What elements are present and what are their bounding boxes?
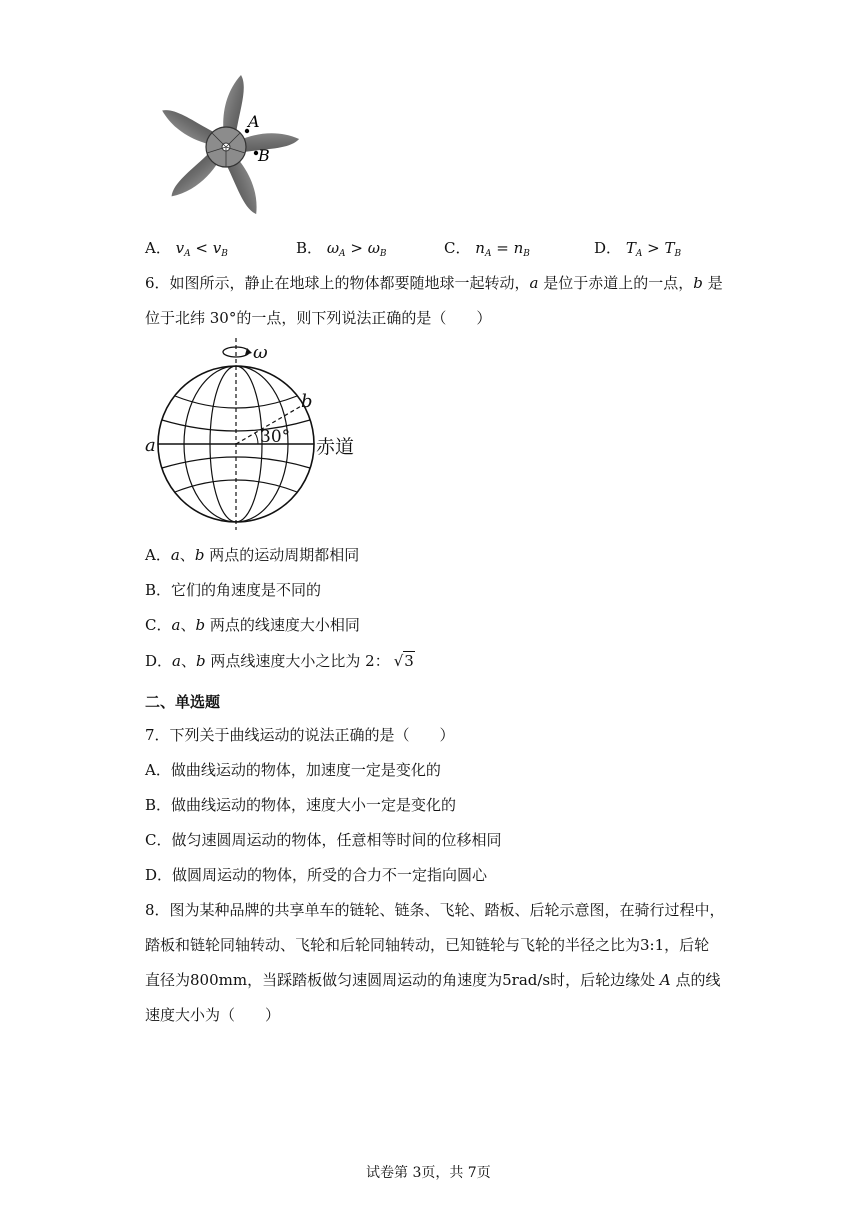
fan-figure bbox=[140, 70, 280, 220]
q6-stem-line1: 6．如图所示，静止在地球上的物体都要随地球一起转动，a 是位于赤道上的一点，b 是 bbox=[145, 274, 723, 292]
q7-stem: 7．下列关于曲线运动的说法正确的是（ ） bbox=[145, 726, 455, 744]
point-b-label: B bbox=[258, 146, 270, 165]
equator-label: 赤道 bbox=[316, 436, 355, 458]
q6-option-d: D．a、b 两点线速度大小之比为 2： √3 bbox=[145, 652, 414, 670]
q8-line2: 踏板和链轮同轴转动、飞轮和后轮同轴转动，已知链轮与飞轮的半径之比为3:1，后轮 bbox=[145, 936, 710, 954]
angle-label: 30° bbox=[260, 427, 291, 447]
globe-figure bbox=[140, 338, 370, 538]
page-footer: 试卷第 3页，共 7页 bbox=[366, 1165, 491, 1181]
q6-option-c: C．a、b 两点的线速度大小相同 bbox=[145, 616, 360, 634]
q7-option-b: B．做曲线运动的物体，速度大小一定是变化的 bbox=[145, 796, 457, 814]
q5-option-b: B． $\omega_A > \omega_B$ bbox=[296, 239, 387, 259]
q7-option-d: D．做圆周运动的物体，所受的合力不一定指向圆心 bbox=[145, 866, 488, 884]
point-a-label: A bbox=[248, 112, 260, 131]
section-heading: 二、单选题 bbox=[145, 693, 221, 711]
q7-option-c: C．做匀速圆周运动的物体，任意相等时间的位移相同 bbox=[145, 831, 502, 849]
q8-line1: 8．图为某种品牌的共享单车的链轮、链条、飞轮、踏板、后轮示意图，在骑行过程中， bbox=[145, 901, 725, 919]
q6-option-a: A．a、b 两点的运动周期都相同 bbox=[145, 546, 360, 564]
q6-option-b: B．它们的角速度是不同的 bbox=[145, 581, 322, 599]
q8-line4: 速度大小为（ ） bbox=[145, 1006, 281, 1024]
q6-stem-line2: 位于北纬 30°的一点，则下列说法正确的是（ ） bbox=[145, 309, 492, 327]
omega-label: ω bbox=[253, 342, 268, 363]
sqrt-symbol: √ bbox=[393, 652, 404, 670]
q5-option-d: D． $T_A > T_B$ bbox=[594, 239, 682, 259]
globe-label-b: b bbox=[301, 391, 313, 412]
q5-option-a: A． $v_A < v_B$ bbox=[145, 239, 228, 259]
globe-label-a: a bbox=[145, 435, 156, 456]
q8-line3: 直径为800mm，当踩踏板做匀速圆周运动的角速度为5rad/s时，后轮边缘处 A 点的线 bbox=[145, 971, 721, 989]
q5-option-c: C． $n_A = n_B$ bbox=[444, 239, 530, 259]
rotation-arrow bbox=[223, 347, 252, 357]
angle-arc bbox=[255, 433, 258, 444]
sqrt-radicand: 3 bbox=[404, 652, 414, 670]
q7-option-a: A．做曲线运动的物体，加速度一定是变化的 bbox=[145, 761, 441, 779]
